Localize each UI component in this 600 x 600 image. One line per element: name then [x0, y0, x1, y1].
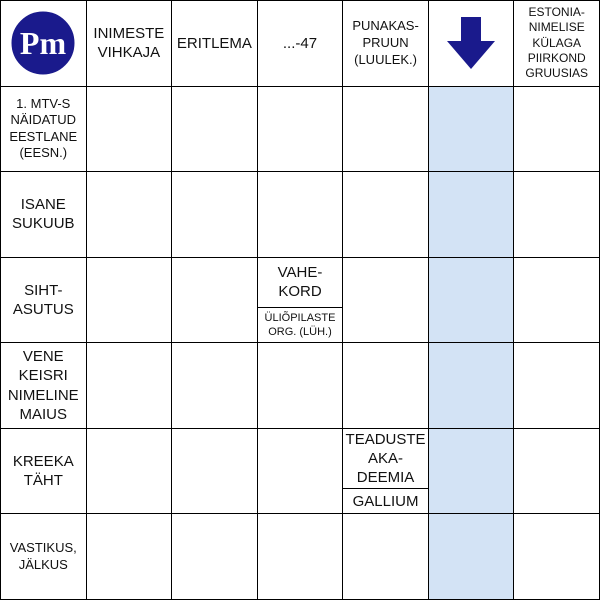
clue-estonia-piirkond: ESTONIA- NIMELISE KÜLAGA PIIRKOND GRUUSIAS — [513, 0, 599, 86]
clue-teaduste-akadeemia: TEADUSTE AKA- DEEMIA — [345, 430, 426, 487]
answer-cell[interactable] — [513, 342, 599, 428]
answer-cell-highlighted[interactable] — [428, 257, 514, 343]
answer-cell[interactable] — [86, 428, 172, 514]
answer-cell[interactable] — [86, 86, 172, 172]
answer-cell[interactable] — [513, 428, 599, 514]
clue-isane-sukuub: ISANE SUKUUB — [0, 171, 86, 257]
answer-cell[interactable] — [171, 86, 257, 172]
answer-cell-highlighted[interactable] — [428, 171, 514, 257]
answer-cell[interactable] — [171, 342, 257, 428]
clue-split-teaduste — [342, 428, 428, 514]
logo-text: Pm — [20, 25, 67, 62]
answer-cell[interactable] — [171, 171, 257, 257]
answer-cell[interactable] — [257, 86, 343, 172]
answer-cell[interactable] — [513, 257, 599, 343]
answer-cell[interactable] — [171, 428, 257, 514]
answer-cell-highlighted[interactable] — [428, 86, 514, 172]
answer-cell[interactable] — [342, 342, 428, 428]
answer-cell[interactable] — [257, 171, 343, 257]
answer-cell[interactable] — [342, 86, 428, 172]
answer-cell[interactable] — [513, 171, 599, 257]
answer-cell-highlighted[interactable] — [428, 342, 514, 428]
clue-kreeka-taht: KREEKA TÄHT — [0, 428, 86, 514]
clue-split-vahekord — [257, 257, 343, 343]
clue-47: ...-47 — [257, 0, 343, 86]
answer-cell[interactable] — [342, 171, 428, 257]
clue-vahekord: VAHE- KORD — [277, 264, 323, 301]
answer-cell-highlighted[interactable] — [428, 428, 514, 514]
answer-cell[interactable] — [86, 342, 172, 428]
answer-cell[interactable] — [342, 513, 428, 599]
clue-sihtasutus: SIHT- ASUTUS — [0, 257, 86, 343]
answer-cell[interactable] — [342, 257, 428, 343]
answer-cell-highlighted[interactable] — [428, 513, 514, 599]
clue-punakaspruun: PUNAKAS- PRUUN (LUULEK.) — [342, 0, 428, 86]
pm-logo-icon — [7, 7, 79, 79]
answer-cell[interactable] — [86, 513, 172, 599]
answer-cell[interactable] — [257, 428, 343, 514]
answer-cell[interactable] — [86, 171, 172, 257]
arrow-cell — [428, 0, 514, 86]
answer-cell[interactable] — [171, 257, 257, 343]
clue-eritlema: ERITLEMA — [171, 0, 257, 86]
answer-cell[interactable] — [513, 513, 599, 599]
answer-cell[interactable] — [513, 86, 599, 172]
clue-inimeste-vihkaja: INIMESTE VIHKAJA — [86, 0, 172, 86]
arrow-down-icon — [446, 15, 496, 71]
answer-cell[interactable] — [171, 513, 257, 599]
clue-vastikus-jalkus: VASTIKUS, JÄLKUS — [0, 513, 86, 599]
clue-mtv-eestlane: 1. MTV-S NÄIDATUD EESTLANE (EESN.) — [0, 86, 86, 172]
clue-vene-keisri-maius: VENE KEISRI NIMELINE MAIUS — [0, 342, 86, 428]
answer-cell[interactable] — [257, 342, 343, 428]
logo — [0, 0, 86, 86]
answer-cell[interactable] — [257, 513, 343, 599]
answer-cell[interactable] — [86, 257, 172, 343]
clue-uliopilaste-org: ÜLIÕPILASTE ORG. (LÜH.) — [258, 307, 343, 343]
clue-gallium: GALLIUM — [343, 488, 428, 513]
